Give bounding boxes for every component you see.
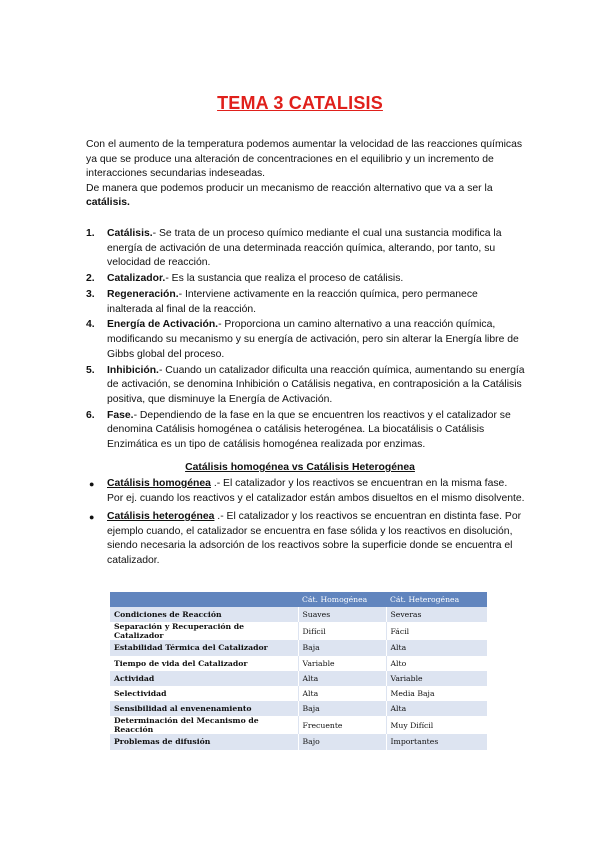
bullet-item [86,477,526,506]
homogenea-cell: Alta [298,671,386,686]
table-row [110,686,487,701]
table-row [110,656,487,671]
homogenea-cell: Frecuente [298,716,386,734]
heterogenea-cell: Importantes [386,734,487,749]
heterogenea-cell: Alta [386,701,487,716]
heterogenea-cell: Variable [386,671,487,686]
bullet-icon: ● [89,512,95,523]
intro-section [86,138,526,211]
intro-bold-term: catálisis. [86,197,130,209]
item-number: 4. [86,319,95,331]
item-term: Fase. [107,409,134,421]
bullet-text: .- El catalizador y los reactivos se encuentran en distinta fase. Por ejemplo cuando, el catalizador se encuentra en fase sólida y los reactivos en disolución, siendo necesaria la adsorción de los reactivos sobre la superficie donde se encuentra el catalizador. [107,511,522,566]
item-text: - Cuando un catalizador dificulta una reacción química, aumentando su energía de activación, se denomina Inhibición o Catálisis negativa, en contraposición a la Catálisis positiva, que disminuye la Energía de Activación. [107,364,525,405]
list-item [86,272,526,287]
list-item [86,409,526,453]
homogenea-cell: Suaves [298,607,386,622]
bullet-term: Catálisis homogénea [107,478,211,489]
bullet-term: Catálisis heterogénea [107,511,215,523]
row-label: Determinación del Mecanismo de Reacción [110,716,298,734]
homogenea-cell: Baja [298,701,386,716]
list-item [86,288,526,317]
heterogenea-cell: Alta [386,640,487,655]
table-row [110,622,487,640]
row-label: Separación y Recuperación de Catalizador [110,622,298,640]
heterogenea-cell: Alto [386,656,487,671]
item-number: 5. [86,364,95,376]
item-number: 1. [86,228,95,239]
item-text: - Es la sustancia que realiza el proceso de catálisis. [165,273,404,285]
heterogenea-cell: Muy Difícil [386,716,487,734]
item-term: Regeneración. [107,288,179,300]
intro-paragraph: Con el aumento de la temperatura podemos aumentar la velocidad de las reacciones químicas ya que se produce una alteración de concentraciones en el equilibrio y un incremento de interacciones secundarias indeseadas. [86,139,523,180]
homogenea-cell: Variable [298,656,386,671]
definitions-list [86,227,526,454]
row-label: Tiempo de vida del Catalizador [110,656,298,671]
table-row [110,671,487,686]
table-row [110,716,487,734]
homogenea-cell: Bajo [298,734,386,749]
row-label: Problemas de difusión [110,734,298,749]
bullet-list [86,477,526,573]
row-label: Estabilidad Térmica del Catalizador [110,640,298,655]
item-number: 2. [86,273,95,285]
bullet-item [86,510,526,568]
row-label: Actividad [110,671,298,686]
item-text: - Se trata de un proceso químico mediante el cual una sustancia modifica la energía de activación de una determinada reacción química, alterando, por tanto, su velocidad de reacción. [107,228,502,269]
intro-text: De manera que podemos producir un mecanismo de reacción alternativo que va a ser la [86,182,493,194]
homogenea-cell: Alta [298,686,386,701]
table-header-row [110,592,487,607]
list-item [86,318,526,362]
item-text: - Proporciona un camino alternativo a una reacción química, modificando su mecanismo y su energía de activación, pero sin alterar la Energía libre de Gibbs global del proceso. [107,319,519,360]
header-cell: Cát. Homogénea [298,592,386,607]
intro-paragraph-2 [86,182,526,211]
table-row [110,640,487,655]
table-row [110,701,487,716]
item-term: Inhibición. [107,364,159,376]
row-label: Sensibilidad al envenenamiento [110,701,298,716]
bullet-icon: ● [89,479,95,489]
homogenea-cell: Difícil [298,622,386,640]
item-term: Catalizador. [107,273,166,285]
row-label: Condiciones de Reacción [110,607,298,622]
table-row [110,734,487,749]
item-term: Catálisis. [107,228,153,239]
homogenea-cell: Baja [298,640,386,655]
item-number: 6. [86,409,95,421]
heterogenea-cell: Media Baja [386,686,487,701]
item-text: - Dependiendo de la fase en la que se encuentren los reactivos y el catalizador se denomina Catálisis homogénea o catálisis heterogénea. La biocatálisis o Catálisis Enzimática es un tipo de catálisis homogénea realizada por enzimas. [107,409,511,450]
list-item [86,364,526,408]
header-cell: Cát. Heterogénea [386,592,487,607]
bullet-text: .- El catalizador y los reactivos se encuentran en la misma fase. Por ej. cuando los reactivos y el catalizador están ambos disueltos en el mismo disolvente. [107,478,525,504]
header-cell [110,592,298,607]
comparison-table [110,592,487,750]
page-title: TEMA 3 CATALISIS [217,93,383,113]
heterogenea-cell: Severas [386,607,487,622]
list-item [86,227,526,271]
item-text: - Interviene activamente en la reacción química, pero permanece inalterada al final de la reacción. [107,288,478,315]
section-heading: Catálisis homogénea vs Catálisis Heterogénea [185,462,415,473]
item-term: Energía de Activación. [107,319,219,331]
item-number: 3. [86,288,95,300]
table-row [110,607,487,622]
row-label: Selectividad [110,686,298,701]
heterogenea-cell: Fácil [386,622,487,640]
